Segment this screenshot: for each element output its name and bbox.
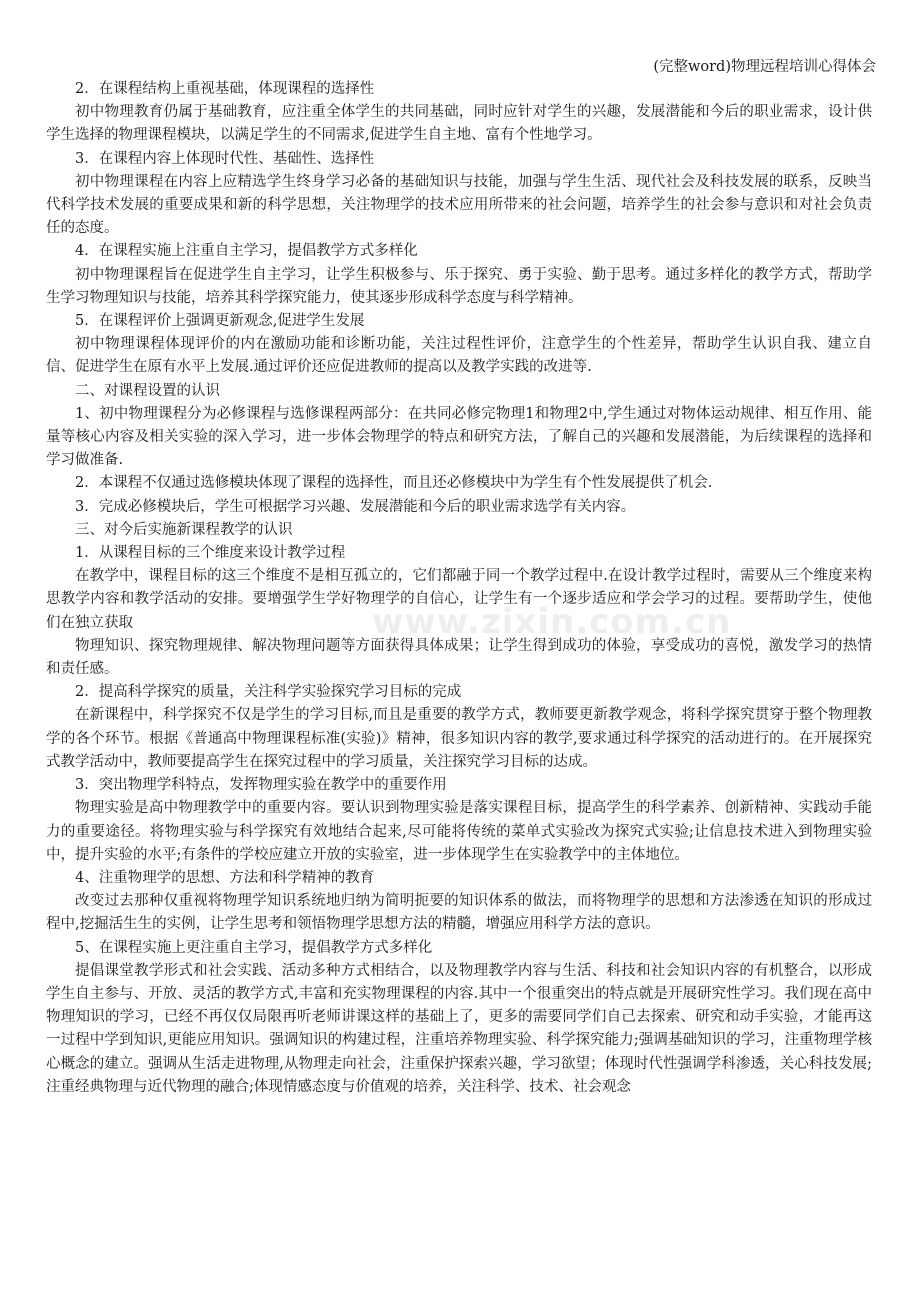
section-heading: 3．在课程内容上体现时代性、基础性、选择性: [75, 150, 375, 167]
body-paragraph: 改变过去那种仅重视将物理学知识系统地归纳为简明扼要的知识体系的做法，而将物理学的思想和方法渗透在知识的形成过程中,挖掘活生生的实例，让学生思考和领悟物理学思想方法的精髓，增强应用科学方法的意识。: [46, 893, 872, 933]
section-heading: 4．在课程实施上注重自主学习，提倡教学方式多样化: [75, 243, 418, 260]
chapter-heading: 三、对今后实施新课程教学的认识: [75, 521, 293, 538]
body-paragraph: 物理实验是高中物理教学中的重要内容。要认识到物理实验是落实课程目标，提高学生的科学素养、创新精神、实践动手能力的重要途径。将物理实验与科学探究有效地结合起来,尽可能将传统的菜单式实验改为探究式实验;让信息技术进入到物理实验中，提升实验的水平;有条件的学校应建立开放的实验室，进一步体现学生在实验教学中的主体地位。: [46, 800, 872, 863]
body-paragraph: 3．完成必修模块后，学生可根据学习兴趣、发展潜能和今后的职业需求选学有关内容。: [75, 498, 636, 515]
body-paragraph: 1、初中物理课程分为必修课程与选修课程两部分：在共同必修完物理1和物理2中,学生通过对物体运动规律、相互作用、能量等核心内容及相关实验的深入学习，进一步体会物理学的特点和研究方法，了解自己的兴趣和发展潜能，为后续课程的选择和学习做准备.: [46, 405, 872, 469]
body-paragraph: 初中物理教育仍属于基础教育，应注重全体学生的共同基础，同时应针对学生的兴趣，发展潜能和今后的职业需求，设计供学生选择的物理课程模块，以满足学生的不同需求,促进学生自主地、富有个性地学习。: [46, 104, 872, 144]
chapter-heading: 二、对课程设置的认识: [75, 382, 220, 399]
section-heading: 2．在课程结构上重视基础，体现课程的选择性: [75, 81, 375, 97]
section-heading: 4、注重物理学的思想、方法和科学精神的教育: [75, 869, 375, 886]
body-paragraph: 初中物理课程在内容上应精选学生终身学习必备的基础知识与技能，加强与学生生活、现代社会及科技发展的联系，反映当代科学技术发展的重要成果和新的科学思想，关注物理学的技术应用所带来的社会问题，培养学生的社会参与意识和对社会负责任的态度。: [46, 173, 872, 237]
section-heading: 3．突出物理学科特点，发挥物理实验在教学中的重要作用: [75, 777, 447, 794]
document-body: [46, 78, 872, 1099]
body-paragraph: 在教学中，课程目标的这三个维度不是相互孤立的，它们都融于同一个教学过程中.在设计教学过程时，需要从三个维度来构思教学内容和教学活动的安排。要增强学生学好物理学的自信心，让学生有一个逐步适应和学会学习的过程。要帮助学生，使他们在独立获取: [46, 568, 872, 631]
body-paragraph: 物理知识、探究物理规律、解决物理问题等方面获得具体成果；让学生得到成功的体验，享受成功的喜悦，激发学习的热情和责任感。: [46, 637, 872, 678]
section-heading: 5、在课程实施上更注重自主学习，提倡教学方式多样化: [75, 939, 433, 956]
watermark: www.zixin.com.cn: [372, 602, 732, 642]
body-paragraph: 初中物理课程旨在促进学生自主学习，让学生积极参与、乐于探究、勇于实验、勤于思考。通过多样化的教学方式，帮助学生学习物理知识与技能，培养其科学探究能力，使其逐步形成科学态度与科学精神。: [46, 266, 872, 306]
body-paragraph: 提倡课堂教学形式和社会实践、活动多种方式相结合，以及物理教学内容与生活、科技和社会知识内容的有机整合，以形成学生自主参与、开放、灵活的教学方式,丰富和充实物理课程的内容.其中一个很重突出的特点就是开展研究性学习。我们现在高中物理知识的学习，已经不再仅仅局限再听老师讲课这样的基础上了，更多的需要同学们自己去探索、研究和动手实验，才能再这一过程中学到知识,更能应用知识。强调知识的构建过程，注重培养物理实验、科学探究能力;强调基础知识的学习，注重物理学核心概念的建立。强调从生活走进物理,从物理走向社会，注重保护探索兴趣，学习欲望；体现时代性强调学科渗透，关心科技发展;注重经典物理与近代物理的融合;体现情感态度与价值观的培养，关注科学、技术、社会观念: [46, 962, 872, 1095]
body-paragraph: 2．本课程不仅通过选修模块体现了课程的选择性，而且还必修模块中为学生有个性发展提供了机会.: [75, 475, 713, 492]
section-heading: 5．在课程评价上强调更新观念,促进学生发展: [75, 313, 365, 330]
body-paragraph: 初中物理课程体现评价的内在激励功能和诊断功能，关注过程性评价，注意学生的个性差异，帮助学生认识自我、建立自信、促进学生在原有水平上发展.通过评价还应促进教师的提高以及教学实践的改进等.: [46, 336, 872, 376]
document-header-title: (完整word)物理远程培训心得体会: [653, 59, 876, 75]
body-paragraph: 在新课程中，科学探究不仅是学生的学习目标,而且是重要的教学方式，教师要更新教学观念，将科学探究贯穿于整个物理教学的各个环节。根据《普通高中物理课程标准(实验)》精神，很多知识内容的教学,要求通过科学探究的活动进行的。在开展探究式教学活动中，教师要提高学生在探究过程中的学习质量，关注探究学习目标的达成。: [46, 707, 872, 770]
section-heading: 1．从课程目标的三个维度来设计教学过程: [75, 545, 346, 562]
section-heading: 2．提高科学探究的质量，关注科学实验探究学习目标的完成: [75, 684, 462, 701]
